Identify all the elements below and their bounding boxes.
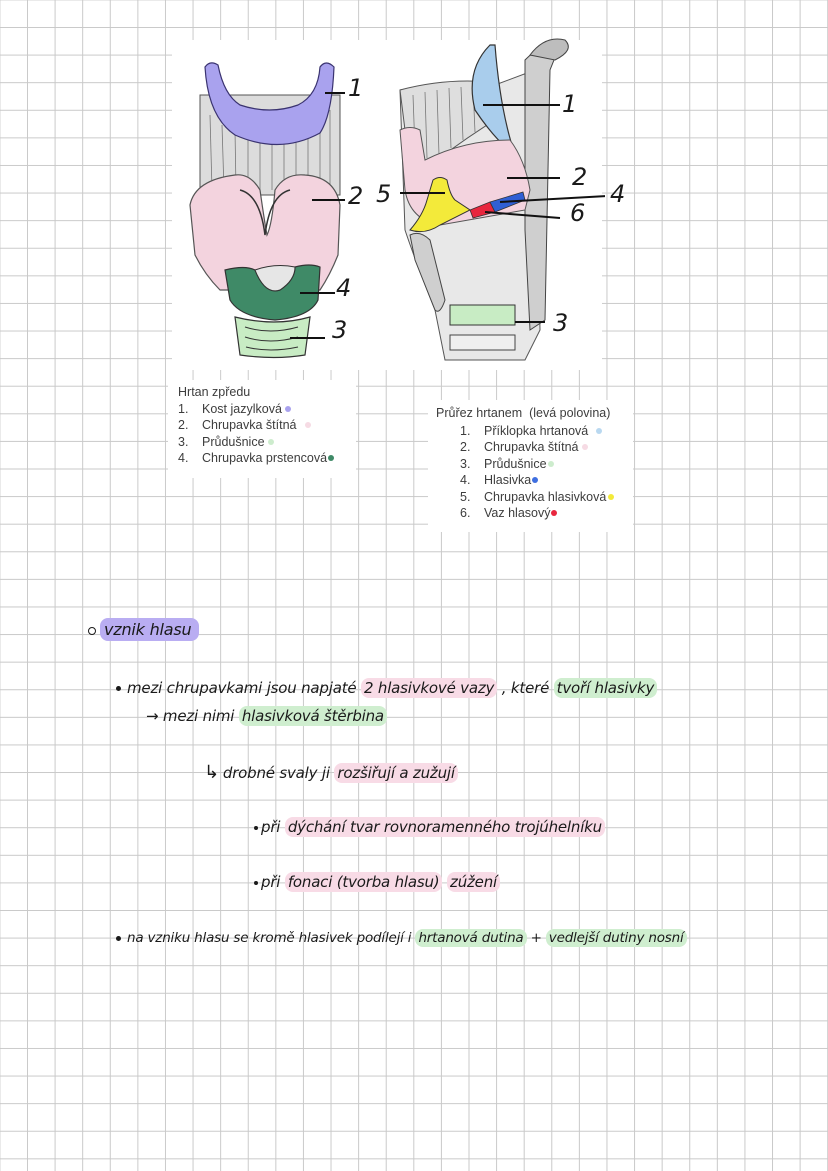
- ring-bullet-icon: [88, 627, 96, 635]
- color-dot-dark-green: [328, 455, 334, 461]
- heading-highlight: vznik hlasu: [100, 618, 199, 641]
- note-line-4: při dýchání tvar rovnoramenného trojúhelníku: [254, 818, 605, 836]
- note-line-1: mezi chrupavkami jsou napjaté 2 hlasivkové vazy , které tvoří hlasivky: [116, 679, 657, 697]
- color-dot-pink: [305, 422, 311, 428]
- legend-item: 3. Průdušnice: [460, 456, 614, 473]
- color-dot-purple: [285, 406, 291, 412]
- larynx-section-diagram: [395, 30, 605, 365]
- legend-item: 5. Chrupavka hlasivková: [460, 489, 614, 506]
- note-line-3: ↳ drobné svaly ji rozšiřují a zužují: [204, 762, 458, 783]
- color-dot-light-green: [548, 461, 554, 467]
- section-label-5: 5: [376, 180, 392, 208]
- section-label-6: 6: [570, 199, 586, 227]
- color-dot-light-blue: [596, 428, 602, 434]
- legend-item: 2. Chrupavka štítná: [178, 417, 334, 434]
- bullet-icon: [116, 936, 121, 941]
- bullet-icon: [116, 686, 121, 691]
- legend-item: 2. Chrupavka štítná: [460, 439, 614, 456]
- bullet-icon: [254, 881, 258, 885]
- legend-item: 4. Hlasivka: [460, 472, 614, 489]
- legend-item: 1. Kost jazylková: [178, 401, 334, 418]
- note-line-2: → mezi nimi hlasivková štěrbina: [146, 707, 387, 725]
- legend-front-title: Hrtan zpředu: [178, 385, 251, 399]
- color-dot-blue: [532, 477, 538, 483]
- front-label-1: 1: [348, 74, 364, 102]
- legend-section-title: Průřez hrtanem (levá polovina): [436, 406, 611, 420]
- legend-section: [436, 405, 614, 522]
- section-label-4: 4: [610, 180, 626, 208]
- note-line-6: na vzniku hlasu se kromě hlasivek podílejí i hrtanová dutina + vedlejší dutiny nosní: [116, 930, 687, 946]
- notes-heading: [88, 620, 199, 639]
- section-label-1: 1: [562, 90, 578, 118]
- legend-item: 3. Průdušnice: [178, 434, 334, 451]
- front-label-4: 4: [336, 274, 352, 302]
- legend-front: [178, 384, 334, 467]
- section-label-3: 3: [553, 309, 569, 337]
- legend-item: 6. Vaz hlasový: [460, 505, 614, 522]
- legend-item: 1. Příklopka hrtanová: [460, 423, 614, 440]
- color-dot-pink: [582, 444, 588, 450]
- front-label-2: 2: [348, 182, 364, 210]
- legend-item: 4. Chrupavka prstencová: [178, 450, 334, 467]
- section-label-2: 2: [572, 163, 588, 191]
- note-line-5: při fonaci (tvorba hlasu) zúžení: [254, 873, 500, 891]
- front-label-3: 3: [332, 316, 348, 344]
- color-dot-light-green: [268, 439, 274, 445]
- color-dot-red: [551, 510, 557, 516]
- color-dot-yellow: [608, 494, 614, 500]
- bullet-icon: [254, 826, 258, 830]
- corner-arrow-icon: ↳: [204, 762, 219, 783]
